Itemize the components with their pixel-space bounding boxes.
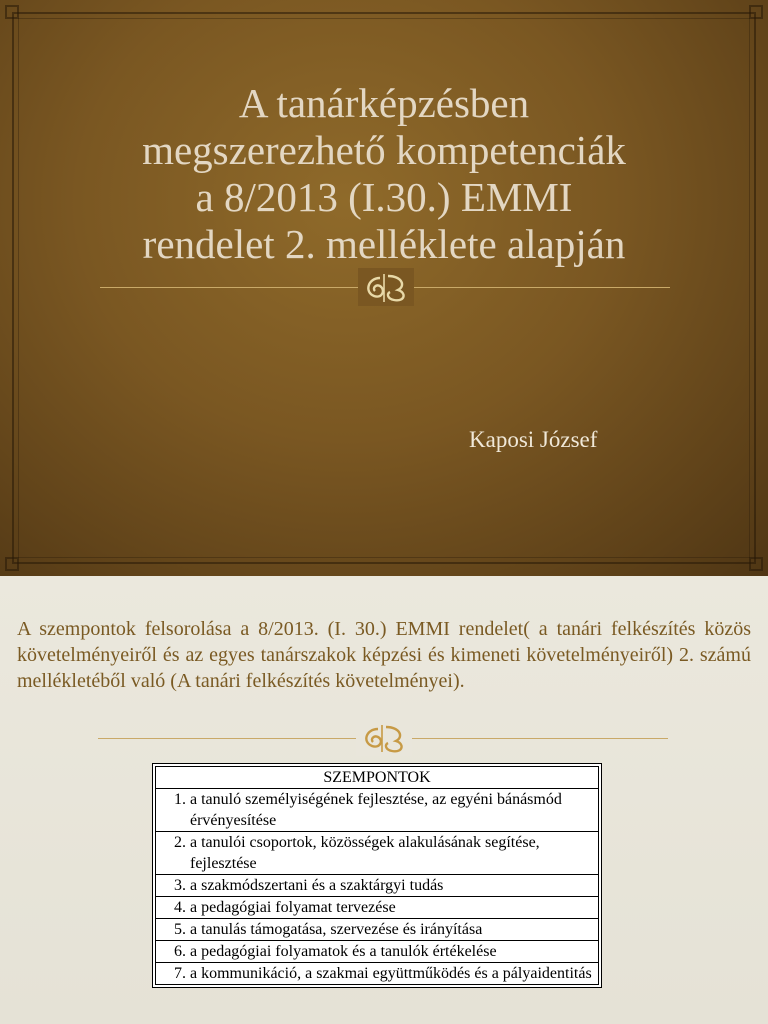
frame-corner-bottom-right (749, 557, 763, 571)
row-number: 2. (174, 834, 186, 851)
flourish-ornament-icon (356, 720, 412, 756)
title-line-3: a 8/2013 (I.30.) EMMI (195, 174, 573, 220)
row-number: 7. (174, 965, 186, 982)
title-line-4: rendelet 2. melléklete alapján (142, 221, 626, 267)
author-name: Kaposi József (469, 427, 598, 452)
table-row (156, 875, 598, 897)
table-row (156, 919, 598, 941)
row-text: a kommunikáció, a szakmai együttműködés és a pályaidentitás (190, 965, 592, 982)
row-number: 6. (174, 943, 186, 960)
frame-corner-top-left (5, 5, 19, 19)
table-row (156, 789, 598, 832)
row-number: 1. (174, 791, 186, 808)
criteria-table (152, 763, 602, 988)
row-text: a szakmódszertani és a szaktárgyi tudás (190, 877, 444, 894)
table-header: SZEMPONTOK (156, 767, 598, 789)
table-row (156, 941, 598, 963)
row-number: 5. (174, 921, 186, 938)
row-number: 4. (174, 899, 186, 916)
row-text: a pedagógiai folyamatok és a tanulók értékelése (190, 943, 497, 960)
table-row (156, 832, 598, 875)
title-line-1: A tanárképzésben (238, 80, 530, 126)
frame-corner-bottom-left (5, 557, 19, 571)
flourish-ornament-icon (358, 268, 414, 306)
row-text: a tanuló személyiségének fejlesztése, az egyéni bánásmód érvényesítése (190, 791, 562, 829)
slide-title (60, 80, 708, 268)
frame-corner-top-right (749, 5, 763, 19)
row-text: a tanulás támogatása, szervezése és irányítása (190, 921, 483, 938)
row-text: a pedagógiai folyamat tervezése (190, 899, 396, 916)
row-number: 3. (174, 877, 186, 894)
intro-paragraph: A szempontok felsorolása a 8/2013. (I. 30.) EMMI rendelet( a tanári felkészítés közös követelményeiről és az egyes tanárszakok képzési és kimeneti követelményeiről) 2. számú mellékletéből való (A tanári felkészítés követelményei). (17, 618, 751, 692)
row-text: a tanulói csoportok, közösségek alakulásának segítése, fejlesztése (190, 834, 540, 872)
title-line-2: megszerezhető kompetenciák (142, 127, 626, 173)
content-slide (0, 576, 768, 1024)
table-row (156, 897, 598, 919)
table-row (156, 963, 598, 984)
